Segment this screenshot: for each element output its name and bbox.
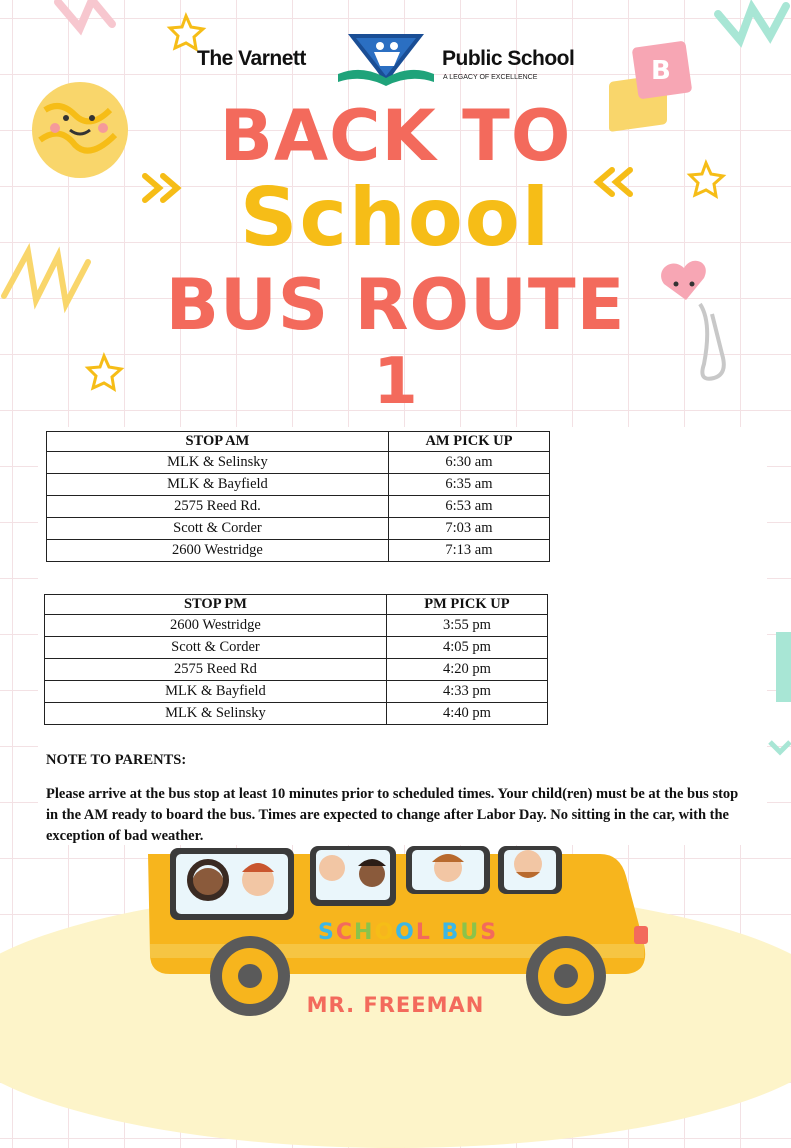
time-cell: 3:55 pm — [386, 615, 547, 637]
time-cell: 4:40 pm — [386, 703, 547, 725]
table-row — [45, 659, 548, 681]
title-line-1: BACK TO — [219, 95, 572, 177]
table-row — [47, 496, 550, 518]
school-name-right: Public School — [442, 47, 575, 70]
mint-zigzag-icon — [770, 742, 790, 752]
table-row — [45, 615, 548, 637]
star-icon — [170, 16, 203, 49]
am-stop-header: STOP AM — [47, 432, 389, 452]
stop-cell: MLK & Bayfield — [45, 681, 387, 703]
time-cell: 6:30 am — [388, 452, 549, 474]
time-cell: 4:20 pm — [386, 659, 547, 681]
table-row — [45, 703, 548, 725]
pm-stop-header: STOP PM — [45, 595, 387, 615]
stop-cell: MLK & Bayfield — [47, 474, 389, 496]
table-header-row — [47, 432, 550, 452]
bus-label: SCHOOL BUS — [318, 920, 499, 945]
am-schedule-table — [46, 431, 550, 562]
table-header-row — [45, 595, 548, 615]
time-cell: 7:03 am — [388, 518, 549, 540]
stop-cell: MLK & Selinsky — [45, 703, 387, 725]
note-body: Please arrive at the bus stop at least 10 minutes prior to scheduled times. Your child(ren) must be at the bus stop in the AM ready to board the bus. Times are expected to change after Labor Day. No sitting in the car, with the exception of bad weather. — [46, 786, 739, 844]
table-row — [47, 452, 550, 474]
school-name-left: The Varnett — [197, 47, 306, 70]
stop-cell: 2575 Reed Rd — [45, 659, 387, 681]
stop-cell: 2600 Westridge — [47, 540, 389, 562]
pm-time-header: PM PICK UP — [386, 595, 547, 615]
mint-scribble-icon — [718, 6, 786, 40]
time-cell: 6:53 am — [388, 496, 549, 518]
pm-schedule-table — [44, 594, 548, 725]
time-cell: 4:33 pm — [386, 681, 547, 703]
title-line-2: School — [239, 171, 552, 264]
school-tagline: A LEGACY OF EXCELLENCE — [443, 74, 538, 81]
title-line-3: BUS ROUTE — [165, 264, 626, 346]
table-row — [47, 540, 550, 562]
pink-scribble-icon — [58, 0, 112, 28]
time-cell: 4:05 pm — [386, 637, 547, 659]
time-cell: 7:13 am — [388, 540, 549, 562]
stop-cell: MLK & Selinsky — [47, 452, 389, 474]
stop-cell: Scott & Corder — [47, 518, 389, 540]
block-letter: B — [651, 56, 671, 86]
table-row — [47, 474, 550, 496]
table-row — [45, 681, 548, 703]
am-time-header: AM PICK UP — [388, 432, 549, 452]
table-row — [47, 518, 550, 540]
teacher-name: MR. FREEMAN — [306, 993, 485, 1017]
table-row — [45, 637, 548, 659]
title-route-number: 1 — [373, 345, 418, 419]
stop-cell: 2575 Reed Rd. — [47, 496, 389, 518]
note-heading: NOTE TO PARENTS: — [46, 752, 187, 768]
school-logo-icon — [336, 26, 436, 90]
stop-cell: 2600 Westridge — [45, 615, 387, 637]
mint-block-icon — [776, 632, 791, 702]
stop-cell: Scott & Corder — [45, 637, 387, 659]
time-cell: 6:35 am — [388, 474, 549, 496]
